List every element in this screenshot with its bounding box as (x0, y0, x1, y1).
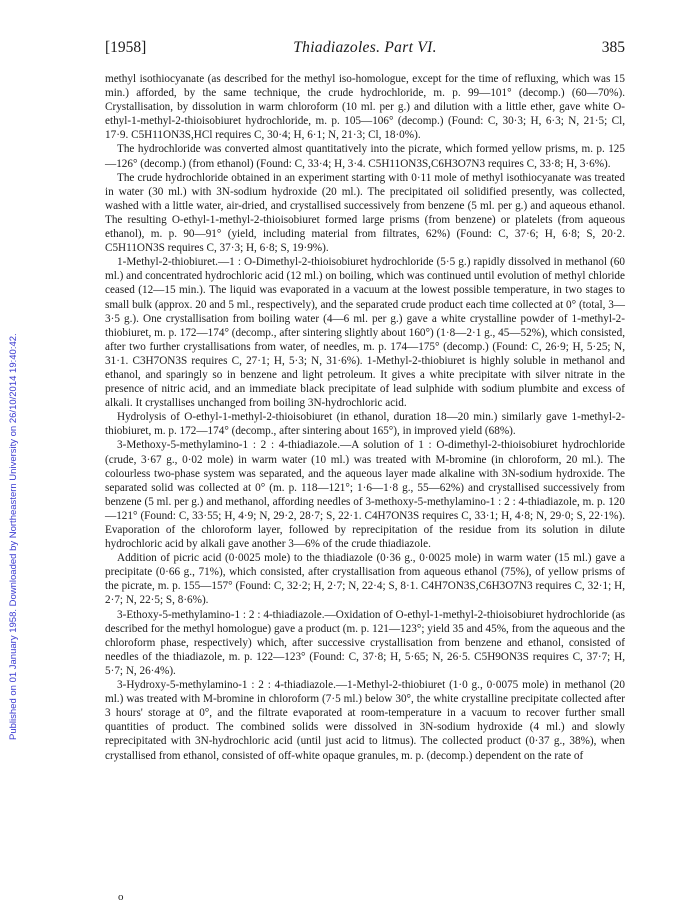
paragraph-2: The hydrochloride was converted almost quantitatively into the picrate, which formed yellow prisms, m. p. 125—126° (decomp.) (from ethanol) (Found: C, 33·4; H, 3·4. C5H11ON3S,C6H3O7N3 requires C, 33·8; H, 3·6%). (105, 143, 625, 170)
signature-mark: o (118, 891, 124, 903)
paragraph-3: The crude hydrochloride obtained in an experiment starting with 0·11 mole of methyl isothiocyanate was treated in water (30 ml.) with 3N-sodium hydroxide (20 ml.). The precipitated oil solidified presently, was collected, washed with a little water, air-dried, and crystallised successively from benzene (5 ml. per g.) and aqueous ethanol. The resulting O-ethyl-1-methyl-2-thioisobiuret formed large prisms (from benzene) or platelets (from aqueous ethanol), m. p. 90—91° (yield, including material from filtrates, 62%) (Found: C, 37·6; H, 6·8; S, 20·2. C5H11ON3S requires C, 37·3; H, 6·8; S, 19·9%). (105, 171, 625, 255)
article-body (105, 72, 625, 763)
page-number: 385 (601, 39, 625, 56)
paragraph-5: Hydrolysis of O-ethyl-1-methyl-2-thioisobiuret (in ethanol, duration 18—20 min.) similarly gave 1-methyl-2-thiobiuret, m. p. 172—174° (decomp., after sintering about 165°), in improved yield (68%). (105, 411, 625, 438)
journal-year: [1958] (105, 39, 147, 56)
paragraph-6: 3-Methoxy-5-methylamino-1 : 2 : 4-thiadiazole.—A solution of 1 : O-dimethyl-2-thioisobiuret hydrochloride (crude, 3·67 g., 0·02 mole) in warm water (10 ml.) was treated with M-bromine (in chloroform, 20 ml.). The colourless two-phase system was separated, and the aqueous layer made alkaline with 3N-sodium hydroxide. The separated solid was collected at 0° (m. p. 118—121°; 1·6—1·8 g., 55—62%) and crystallised successively from benzene (5 ml. per g.) and methanol, affording needles of 3-methoxy-5-methylamino-1 : 2 : 4-thiadiazole, m. p. 120—121° (Found: C, 33·55; H, 4·9; N, 29·2, 28·7; S, 22·1. C4H7ON3S requires C, 33·1; H, 4·8; N, 29·0; S, 22·1%). Evaporation of the chloroform layer, followed by reprecipitation of the residue from its solution in dilute hydrochloric acid by alkali gave another 3—6% of the crude thiadiazole. (105, 439, 625, 551)
download-notice-text: Published on 01 January 1958. Downloaded by Northeastern University on 26/10/2014 19:40:42. (8, 333, 19, 740)
page-header (105, 39, 625, 61)
paragraph-8: 3-Ethoxy-5-methylamino-1 : 2 : 4-thiadiazole.—Oxidation of O-ethyl-1-methyl-2-thioisobiuret hydrochloride (as described for the methyl homologue) gave a product (m. p. 121—123°; yield 35 and 45%, from the aqueous and the chloroform phase, respectively) which, after successive crystallisation from benzene and ethanol, consisted of needles of the thiadiazole, m. p. 122—123° (Found: C, 37·8; H, 5·65; N, 26·5. C5H9ON3S requires C, 37·7; H, 5·7; N, 26·4%). (105, 608, 625, 677)
paragraph-1: methyl isothiocyanate (as described for the methyl iso-homologue, except for the time of refluxing, which was 15 min.) afforded, by the same technique, the crude hydrochloride, m. p. 99—101° (decomp.) (60—70%). Crystallisation, by dissolution in warm chloroform (10 ml. per g.) and dilution with a little ether, gave white O-ethyl-1-methyl-2-thioisobiuret hydrochloride, m. p. 105—106° (decomp.) (Found: C, 30·3; H, 6·3; N, 21·5; Cl, 17·9. C5H11ON3S,HCl requires C, 30·4; H, 6·1; N, 21·3; Cl, 18·0%). (105, 73, 625, 142)
paragraph-4: 1-Methyl-2-thiobiuret.—1 : O-Dimethyl-2-thioisobiuret hydrochloride (5·5 g.) rapidly dissolved in methanol (60 ml.) and concentrated hydrochloric acid (12 ml.) on boiling, which was continued until evolution of methyl chloride ceased (12—15 min.). The liquid was evaporated in a vacuum at the lowest possible temperature, in two stages to small bulk (approx. 20 and 5 ml., respectively), and the separated crude product each time collected at 0° (total, 3—3·5 g.). One crystallisation from boiling water (4—6 ml. per g.) gave a white crystalline powder of 1-methyl-2-thiobiuret, m. p. 172—174° (decomp., after sintering slightly about 160°) (1·8—2·1 g., 45—52%), which consisted, after two further crystallisations from water, of needles, m. p. 174—175° (decomp.) (Found: C, 26·9; H, 5·25; N, 31·1. C3H7ON3S requires C, 27·1; H, 5·3; N, 31·6%). 1-Methyl-2-thiobiuret is highly soluble in methanol and ethanol, and sparingly so in benzene and light petroleum. It gives a white precipitate with silver nitrate in the presence of nitric acid, and an immediate black precipitate of lead sulphide with sodium plumbite and excess of alkali. It crystallises unchanged from boiling 3N-hydrochloric acid. (105, 256, 625, 410)
paragraph-7: Addition of picric acid (0·0025 mole) to the thiadiazole (0·36 g., 0·0025 mole) in warm water (15 ml.) gave a precipitate (0·66 g., 71%), which consisted, after crystallisation from aqueous ethanol (75%), of yellow prisms of the picrate, m. p. 155—157° (Found: C, 32·2; H, 2·7; N, 22·4; S, 8·1. C4H7ON3S,C6H3O7N3 requires C, 32·1; H, 2·7; N, 22·5; S, 8·6%). (105, 552, 625, 607)
paragraph-9: 3-Hydroxy-5-methylamino-1 : 2 : 4-thiadiazole.—1-Methyl-2-thiobiuret (1·0 g., 0·0075 mole) in methanol (20 ml.) was treated with M-bromine in chloroform (7·5 ml.) below 30°, the white crystalline precipitate collected after 3 hours' storage at 0°, and the filtrate evaporated at room-temperature in a vacuum to recover further small quantities of product. The combined solids were dissolved in 3N-sodium hydroxide (4 ml.) and slowly reprecipitated with 3N-hydrochloric acid (until just acid to litmus). The collected product (0·37 g., 38%), when crystallised from ethanol, consisted of off-white opaque granules, m. p. (decomp.) dependent on the rate of (105, 679, 625, 762)
download-notice (6, 160, 20, 740)
running-title: Thiadiazoles. Part VI. (293, 39, 437, 56)
